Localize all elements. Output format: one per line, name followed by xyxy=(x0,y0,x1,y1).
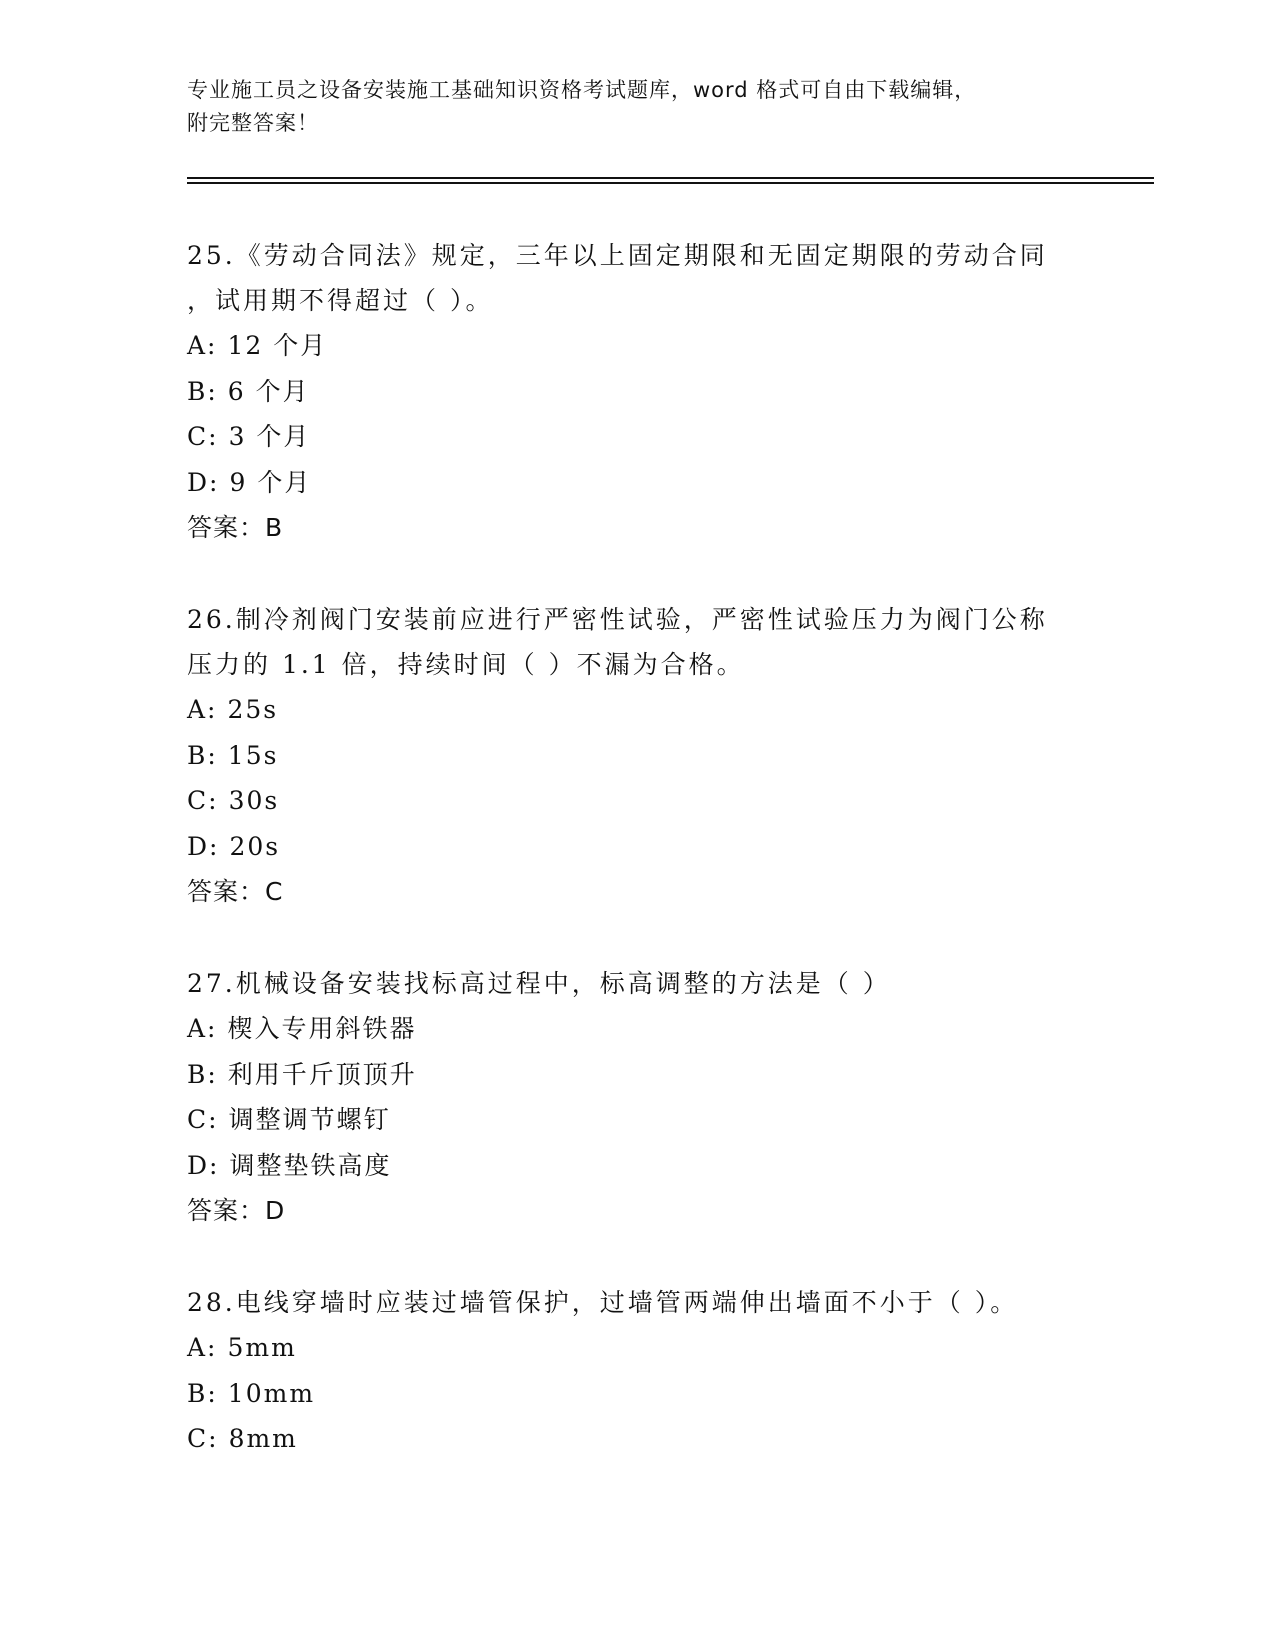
question-26 xyxy=(187,597,1087,915)
document-header xyxy=(187,74,1087,140)
option-letter: B: xyxy=(187,376,218,406)
option-letter: D: xyxy=(187,831,220,861)
option-letter: A: xyxy=(187,331,218,360)
question-stem-line-1: 25.《劳动合同法》规定，三年以上固定期限和无固定期限的劳动合同 xyxy=(187,241,1048,270)
option-c xyxy=(187,778,1087,824)
option-text: 15s xyxy=(227,740,279,770)
option-b xyxy=(187,1052,1087,1098)
option-d xyxy=(187,460,1087,506)
question-stem-line-1: 27.机械设备安装找标高过程中，标高调整的方法是（ ） xyxy=(187,969,891,998)
option-letter: A: xyxy=(187,1014,218,1043)
header-line-2: 附完整答案！ xyxy=(187,111,319,135)
question-stem xyxy=(187,1280,1087,1325)
option-text: 20s xyxy=(229,831,281,861)
header-line-1: 专业施工员之设备安装施工基础知识资格考试题库，word 格式可自由下载编辑， xyxy=(187,78,977,102)
option-c xyxy=(187,414,1087,460)
option-letter: D: xyxy=(187,467,220,497)
option-b xyxy=(187,733,1087,779)
option-text: 楔入专用斜铁器 xyxy=(227,1014,417,1043)
option-text: 调整调节螺钉 xyxy=(228,1105,391,1134)
option-text: 9 个月 xyxy=(229,467,312,497)
answer-label: 答案：C xyxy=(187,877,284,906)
question-stem-line-1: 28.电线穿墙时应装过墙管保护，过墙管两端伸出墙面不小于（ ）。 xyxy=(187,1288,1019,1317)
option-text: 3 个月 xyxy=(228,422,311,451)
header-divider-top xyxy=(187,177,1154,179)
option-letter: C: xyxy=(187,786,219,815)
option-text: 利用千斤顶顶升 xyxy=(227,1059,417,1089)
question-28 xyxy=(187,1280,1087,1462)
question-stem xyxy=(187,961,1087,1006)
option-a xyxy=(187,323,1087,369)
question-stem-line-2: 压力的 1.1 倍，持续时间（ ）不漏为合格。 xyxy=(187,650,745,679)
option-a xyxy=(187,1325,1087,1371)
answer-label: 答案：D xyxy=(187,1196,286,1225)
option-c xyxy=(187,1097,1087,1143)
option-b xyxy=(187,369,1087,415)
option-letter: C: xyxy=(187,1105,219,1134)
option-letter: B: xyxy=(187,1059,218,1089)
option-text: 调整垫铁高度 xyxy=(229,1150,392,1180)
question-stem xyxy=(187,233,1087,323)
answer-label: 答案：B xyxy=(187,513,284,542)
option-b xyxy=(187,1371,1087,1417)
option-letter: B: xyxy=(187,1378,218,1408)
option-letter: A: xyxy=(187,695,218,724)
option-text: 25s xyxy=(227,695,279,724)
option-c xyxy=(187,1416,1087,1462)
question-27 xyxy=(187,961,1087,1234)
question-stem-line-1: 26.制冷剂阀门安装前应进行严密性试验，严密性试验压力为阀门公称 xyxy=(187,605,1048,634)
option-a xyxy=(187,687,1087,733)
header-divider-bottom xyxy=(187,182,1154,184)
option-text: 10mm xyxy=(227,1378,316,1408)
option-text: 12 个月 xyxy=(227,331,328,360)
option-text: 30s xyxy=(228,786,280,815)
question-stem-line-2: ，试用期不得超过（ ）。 xyxy=(187,286,494,315)
option-d xyxy=(187,1143,1087,1189)
option-d xyxy=(187,824,1087,870)
question-stem xyxy=(187,597,1087,687)
option-letter: D: xyxy=(187,1150,220,1180)
question-25 xyxy=(187,233,1087,551)
option-letter: A: xyxy=(187,1333,218,1362)
option-letter: B: xyxy=(187,740,218,770)
option-a xyxy=(187,1006,1087,1052)
option-letter: C: xyxy=(187,422,219,451)
option-text: 5mm xyxy=(227,1333,297,1362)
option-letter: C: xyxy=(187,1424,219,1453)
option-text: 8mm xyxy=(228,1424,298,1453)
option-text: 6 个月 xyxy=(227,376,310,406)
